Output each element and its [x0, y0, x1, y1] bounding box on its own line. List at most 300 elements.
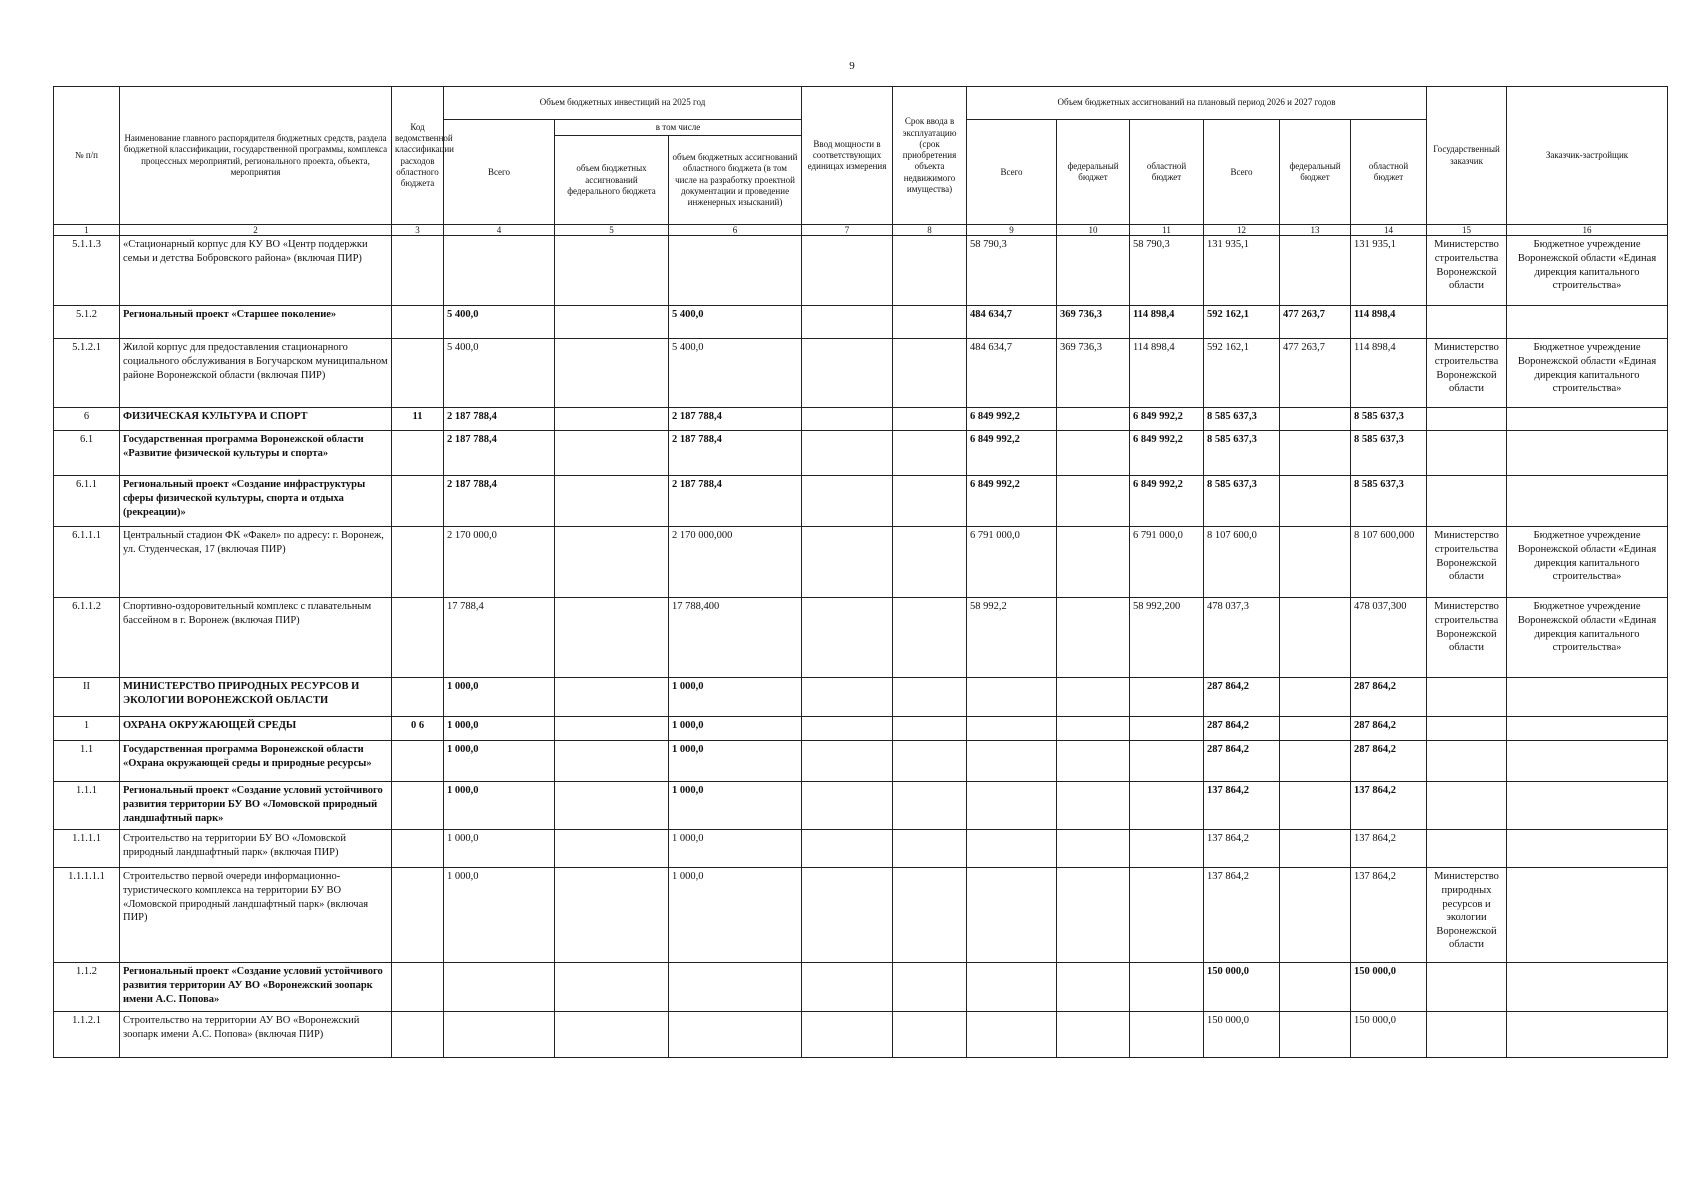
row-fed-2027: [1280, 431, 1351, 476]
row-total-2027: 287 864,2: [1204, 717, 1280, 741]
table-body: [54, 225, 1668, 1058]
column-number: 6: [669, 225, 802, 236]
row-fed-2025: [555, 1012, 669, 1058]
row-capacity: [802, 782, 893, 830]
row-fed-2027: [1280, 408, 1351, 431]
row-developer: Бюджетное учреждение Воронежской области «Единая дирекция капитального строительства»: [1507, 598, 1668, 678]
column-numbers-row: [54, 225, 1668, 236]
row-code: 11: [392, 408, 444, 431]
row-customer: [1427, 1012, 1507, 1058]
header-capacity: Ввод мощности в соответствующих единицах измерения: [802, 87, 893, 225]
row-number: 5.1.2.1: [54, 339, 120, 408]
row-reg-2026: 114 898,4: [1130, 339, 1204, 408]
row-fed-2025: [555, 431, 669, 476]
row-reg-2025: 1 000,0: [669, 830, 802, 868]
row-fed-2027: [1280, 741, 1351, 782]
row-reg-2025: 1 000,0: [669, 868, 802, 963]
row-code: [392, 527, 444, 598]
row-developer: [1507, 678, 1668, 717]
header-reg-2026: областной бюджет: [1130, 120, 1204, 225]
column-number: 13: [1280, 225, 1351, 236]
column-number: 7: [802, 225, 893, 236]
header-fed-2026: федеральный бюджет: [1057, 120, 1130, 225]
row-reg-2025: [669, 1012, 802, 1058]
row-term: [893, 741, 967, 782]
header-code: Код ведомственной классификации расходов областного бюджета: [392, 87, 444, 225]
row-total-2026: [967, 678, 1057, 717]
table-row: [54, 741, 1668, 782]
column-number: 4: [444, 225, 555, 236]
row-fed-2026: [1057, 830, 1130, 868]
row-reg-2026: 6 791 000,0: [1130, 527, 1204, 598]
row-capacity: [802, 830, 893, 868]
row-reg-2025: 5 400,0: [669, 339, 802, 408]
row-total-2026: [967, 963, 1057, 1012]
row-capacity: [802, 741, 893, 782]
row-term: [893, 830, 967, 868]
row-total-2025: [444, 236, 555, 306]
row-reg-2027: 131 935,1: [1351, 236, 1427, 306]
row-reg-2025: [669, 963, 802, 1012]
header-reg-inv: объем бюджетных ассигнований областного бюджета (в том числе на разработку проектной документации и проведение инженерных изысканий): [669, 136, 802, 225]
row-code: [392, 1012, 444, 1058]
row-capacity: [802, 306, 893, 339]
row-fed-2026: [1057, 598, 1130, 678]
row-customer: [1427, 963, 1507, 1012]
row-fed-2026: [1057, 741, 1130, 782]
row-reg-2026: [1130, 1012, 1204, 1058]
header-total: Всего: [444, 120, 555, 225]
header-plan: Объем бюджетных ассигнований на плановый период 2026 и 2027 годов: [967, 87, 1427, 120]
row-developer: [1507, 782, 1668, 830]
row-fed-2026: [1057, 678, 1130, 717]
row-capacity: [802, 431, 893, 476]
row-reg-2027: 8 107 600,000: [1351, 527, 1427, 598]
row-term: [893, 717, 967, 741]
row-total-2025: 1 000,0: [444, 868, 555, 963]
row-name: Государственная программа Воронежской области «Охрана окружающей среды и природные ресурсы»: [120, 741, 392, 782]
table-row: [54, 1012, 1668, 1058]
table-row: [54, 236, 1668, 306]
row-name: Региональный проект «Создание условий устойчивого развития территории АУ ВО «Воронежский зоопарк имени А.С. Попова»: [120, 963, 392, 1012]
row-total-2026: 6 791 000,0: [967, 527, 1057, 598]
table-row: [54, 782, 1668, 830]
row-fed-2026: [1057, 236, 1130, 306]
row-number: 1.1.1: [54, 782, 120, 830]
row-capacity: [802, 339, 893, 408]
row-reg-2027: 114 898,4: [1351, 339, 1427, 408]
row-reg-2025: 1 000,0: [669, 782, 802, 830]
row-customer: [1427, 830, 1507, 868]
row-fed-2026: [1057, 868, 1130, 963]
row-capacity: [802, 598, 893, 678]
row-fed-2025: [555, 408, 669, 431]
header-reg-2027: областной бюджет: [1351, 120, 1427, 225]
header-fed-2027: федеральный бюджет: [1280, 120, 1351, 225]
row-term: [893, 598, 967, 678]
row-code: [392, 868, 444, 963]
row-name: Жилой корпус для предоставления стационарного социального обслуживания в Богучарском муниципальном районе Воронежской области (включая ПИР): [120, 339, 392, 408]
table-row: [54, 868, 1668, 963]
row-reg-2026: 6 849 992,2: [1130, 476, 1204, 527]
row-developer: [1507, 408, 1668, 431]
row-total-2025: 1 000,0: [444, 830, 555, 868]
row-fed-2025: [555, 598, 669, 678]
row-code: [392, 431, 444, 476]
row-developer: [1507, 830, 1668, 868]
row-number: 6.1.1.2: [54, 598, 120, 678]
row-customer: [1427, 431, 1507, 476]
row-reg-2026: [1130, 782, 1204, 830]
row-name: Региональный проект «Старшее поколение»: [120, 306, 392, 339]
row-fed-2027: [1280, 782, 1351, 830]
row-total-2027: 137 864,2: [1204, 868, 1280, 963]
page-number: 9: [849, 60, 855, 72]
column-number: 5: [555, 225, 669, 236]
row-fed-2026: [1057, 782, 1130, 830]
row-fed-2025: [555, 527, 669, 598]
row-total-2025: 1 000,0: [444, 717, 555, 741]
row-total-2026: 58 992,2: [967, 598, 1057, 678]
row-code: 0 6: [392, 717, 444, 741]
row-fed-2026: [1057, 717, 1130, 741]
row-capacity: [802, 527, 893, 598]
header-term: Срок ввода в эксплуатацию (срок приобретения объекта недвижимого имущества): [893, 87, 967, 225]
row-total-2025: 1 000,0: [444, 741, 555, 782]
row-reg-2027: 114 898,4: [1351, 306, 1427, 339]
row-name: Строительство на территории БУ ВО «Ломовской природный ландшафтный парк» (включая ПИР): [120, 830, 392, 868]
column-number: 2: [120, 225, 392, 236]
row-number: 5.1.1.3: [54, 236, 120, 306]
header-num: № п/п: [54, 87, 120, 225]
row-capacity: [802, 1012, 893, 1058]
row-reg-2027: 8 585 637,3: [1351, 431, 1427, 476]
row-total-2025: [444, 963, 555, 1012]
table-row: [54, 339, 1668, 408]
column-number: 8: [893, 225, 967, 236]
row-reg-2027: 8 585 637,3: [1351, 408, 1427, 431]
row-code: [392, 236, 444, 306]
row-customer: [1427, 741, 1507, 782]
row-total-2026: [967, 830, 1057, 868]
row-number: 1.1.2: [54, 963, 120, 1012]
row-code: [392, 306, 444, 339]
row-fed-2027: [1280, 598, 1351, 678]
header-incl: в том числе: [555, 120, 802, 136]
column-number: 15: [1427, 225, 1507, 236]
row-fed-2027: [1280, 678, 1351, 717]
row-number: 6.1: [54, 431, 120, 476]
row-fed-2025: [555, 830, 669, 868]
column-number: 3: [392, 225, 444, 236]
row-reg-2026: 58 790,3: [1130, 236, 1204, 306]
row-total-2025: 5 400,0: [444, 339, 555, 408]
row-fed-2025: [555, 339, 669, 408]
row-reg-2026: 58 992,200: [1130, 598, 1204, 678]
row-number: 1.1.1.1: [54, 830, 120, 868]
row-reg-2025: 1 000,0: [669, 717, 802, 741]
row-code: [392, 741, 444, 782]
row-total-2025: 2 187 788,4: [444, 476, 555, 527]
row-term: [893, 431, 967, 476]
row-name: «Стационарный корпус для КУ ВО «Центр поддержки семьи и детства Бобровского района» (включая ПИР): [120, 236, 392, 306]
row-total-2026: 58 790,3: [967, 236, 1057, 306]
row-number: 1.1.2.1: [54, 1012, 120, 1058]
row-total-2027: 150 000,0: [1204, 1012, 1280, 1058]
row-term: [893, 782, 967, 830]
row-developer: [1507, 306, 1668, 339]
row-customer: Министерство строительства Воронежской области: [1427, 236, 1507, 306]
row-capacity: [802, 236, 893, 306]
row-reg-2025: 5 400,0: [669, 306, 802, 339]
column-number: 11: [1130, 225, 1204, 236]
row-name: ФИЗИЧЕСКАЯ КУЛЬТУРА И СПОРТ: [120, 408, 392, 431]
row-customer: [1427, 476, 1507, 527]
column-number: 16: [1507, 225, 1668, 236]
row-reg-2026: [1130, 741, 1204, 782]
row-total-2026: 6 849 992,2: [967, 408, 1057, 431]
row-reg-2025: 1 000,0: [669, 678, 802, 717]
row-name: Региональный проект «Создание условий устойчивого развития территории БУ ВО «Ломовской природный ландшафтный парк»: [120, 782, 392, 830]
row-fed-2026: 369 736,3: [1057, 339, 1130, 408]
row-capacity: [802, 678, 893, 717]
row-total-2025: 5 400,0: [444, 306, 555, 339]
table-row: [54, 830, 1668, 868]
row-total-2026: 484 634,7: [967, 339, 1057, 408]
row-fed-2025: [555, 868, 669, 963]
row-fed-2025: [555, 741, 669, 782]
row-fed-2027: [1280, 868, 1351, 963]
row-reg-2027: 137 864,2: [1351, 782, 1427, 830]
row-number: 5.1.2: [54, 306, 120, 339]
column-number: 14: [1351, 225, 1427, 236]
row-developer: [1507, 476, 1668, 527]
row-name: ОХРАНА ОКРУЖАЮЩЕЙ СРЕДЫ: [120, 717, 392, 741]
row-fed-2027: [1280, 476, 1351, 527]
row-name: Центральный стадион ФК «Факел» по адресу: г. Воронеж, ул. Студенческая, 17 (включая ПИР): [120, 527, 392, 598]
row-code: [392, 830, 444, 868]
row-developer: Бюджетное учреждение Воронежской области «Единая дирекция капитального строительства»: [1507, 236, 1668, 306]
row-term: [893, 306, 967, 339]
row-total-2026: [967, 741, 1057, 782]
row-total-2027: 131 935,1: [1204, 236, 1280, 306]
row-fed-2025: [555, 782, 669, 830]
row-reg-2026: 114 898,4: [1130, 306, 1204, 339]
row-number: 1.1.1.1.1: [54, 868, 120, 963]
row-reg-2027: 137 864,2: [1351, 830, 1427, 868]
row-developer: [1507, 868, 1668, 963]
header-name: Наименование главного распорядителя бюджетных средств, раздела бюджетной классификации, государственной программы, комплекса процессных мероприятий, регионального проекта, объекта, мероприятия: [120, 87, 392, 225]
row-name: МИНИСТЕРСТВО ПРИРОДНЫХ РЕСУРСОВ И ЭКОЛОГИИ ВОРОНЕЖСКОЙ ОБЛАСТИ: [120, 678, 392, 717]
row-term: [893, 339, 967, 408]
row-total-2027: 8 585 637,3: [1204, 476, 1280, 527]
row-name: Спортивно-оздоровительный комплекс с плавательным бассейном в г. Воронеж (включая ПИР): [120, 598, 392, 678]
row-name: Региональный проект «Создание инфраструктуры сферы физической культуры, спорта и отдыха (рекреации)»: [120, 476, 392, 527]
row-customer: Министерство природных ресурсов и экологии Воронежской области: [1427, 868, 1507, 963]
table-row: [54, 678, 1668, 717]
row-fed-2027: [1280, 830, 1351, 868]
row-total-2027: 478 037,3: [1204, 598, 1280, 678]
row-fed-2027: [1280, 1012, 1351, 1058]
row-fed-2027: 477 263,7: [1280, 306, 1351, 339]
row-developer: [1507, 431, 1668, 476]
row-capacity: [802, 963, 893, 1012]
row-reg-2027: 287 864,2: [1351, 717, 1427, 741]
row-capacity: [802, 476, 893, 527]
row-customer: [1427, 717, 1507, 741]
row-term: [893, 1012, 967, 1058]
row-customer: Министерство строительства Воронежской области: [1427, 527, 1507, 598]
row-total-2025: 2 170 000,0: [444, 527, 555, 598]
row-term: [893, 963, 967, 1012]
table-row: [54, 431, 1668, 476]
row-total-2027: 8 107 600,0: [1204, 527, 1280, 598]
row-term: [893, 408, 967, 431]
header-total-2027: Всего: [1204, 120, 1280, 225]
header-inv2025: Объем бюджетных инвестиций на 2025 год: [444, 87, 802, 120]
row-capacity: [802, 408, 893, 431]
row-fed-2025: [555, 306, 669, 339]
row-reg-2025: 1 000,0: [669, 741, 802, 782]
row-capacity: [802, 717, 893, 741]
row-reg-2025: 2 187 788,4: [669, 476, 802, 527]
row-fed-2026: 369 736,3: [1057, 306, 1130, 339]
row-total-2027: 150 000,0: [1204, 963, 1280, 1012]
row-developer: [1507, 741, 1668, 782]
row-reg-2027: 8 585 637,3: [1351, 476, 1427, 527]
row-total-2026: [967, 868, 1057, 963]
column-number: 10: [1057, 225, 1130, 236]
row-reg-2025: 2 187 788,4: [669, 408, 802, 431]
row-code: [392, 678, 444, 717]
row-fed-2027: 477 263,7: [1280, 339, 1351, 408]
table-row: [54, 717, 1668, 741]
row-fed-2026: [1057, 963, 1130, 1012]
row-fed-2025: [555, 476, 669, 527]
table-row: [54, 598, 1668, 678]
row-reg-2027: 287 864,2: [1351, 678, 1427, 717]
header-developer: Заказчик-застройщик: [1507, 87, 1668, 225]
row-fed-2026: [1057, 476, 1130, 527]
row-fed-2025: [555, 236, 669, 306]
investment-table: [53, 86, 1668, 1058]
row-total-2027: 137 864,2: [1204, 830, 1280, 868]
row-name: Строительство первой очереди информационно-туристического комплекса на территории БУ ВО «Ломовской природный ландшафтный парк» (включая ПИР): [120, 868, 392, 963]
row-reg-2026: [1130, 868, 1204, 963]
row-reg-2027: 150 000,0: [1351, 1012, 1427, 1058]
row-fed-2025: [555, 717, 669, 741]
column-number: 1: [54, 225, 120, 236]
row-name: Государственная программа Воронежской области «Развитие физической культуры и спорта»: [120, 431, 392, 476]
header-customer: Государственный заказчик: [1427, 87, 1507, 225]
row-number: 6.1.1: [54, 476, 120, 527]
row-reg-2027: 150 000,0: [1351, 963, 1427, 1012]
row-reg-2026: [1130, 678, 1204, 717]
row-developer: [1507, 1012, 1668, 1058]
row-number: 6: [54, 408, 120, 431]
row-number: II: [54, 678, 120, 717]
row-reg-2027: 137 864,2: [1351, 868, 1427, 963]
row-fed-2027: [1280, 963, 1351, 1012]
table-row: [54, 408, 1668, 431]
row-fed-2027: [1280, 717, 1351, 741]
row-customer: Министерство строительства Воронежской области: [1427, 339, 1507, 408]
row-customer: Министерство строительства Воронежской области: [1427, 598, 1507, 678]
row-reg-2025: 2 170 000,000: [669, 527, 802, 598]
row-term: [893, 476, 967, 527]
table-row: [54, 527, 1668, 598]
row-number: 1.1: [54, 741, 120, 782]
row-developer: Бюджетное учреждение Воронежской области «Единая дирекция капитального строительства»: [1507, 527, 1668, 598]
row-total-2026: [967, 1012, 1057, 1058]
row-reg-2026: 6 849 992,2: [1130, 431, 1204, 476]
column-number: 12: [1204, 225, 1280, 236]
row-term: [893, 868, 967, 963]
row-code: [392, 339, 444, 408]
row-reg-2026: [1130, 830, 1204, 868]
row-customer: [1427, 408, 1507, 431]
row-customer: [1427, 678, 1507, 717]
row-developer: [1507, 963, 1668, 1012]
row-total-2026: 484 634,7: [967, 306, 1057, 339]
row-total-2026: [967, 782, 1057, 830]
row-term: [893, 678, 967, 717]
row-fed-2027: [1280, 527, 1351, 598]
row-fed-2025: [555, 678, 669, 717]
row-total-2027: 592 162,1: [1204, 306, 1280, 339]
row-customer: [1427, 782, 1507, 830]
row-total-2025: 2 187 788,4: [444, 431, 555, 476]
row-customer: [1427, 306, 1507, 339]
row-reg-2026: [1130, 963, 1204, 1012]
row-total-2026: 6 849 992,2: [967, 476, 1057, 527]
row-reg-2025: 2 187 788,4: [669, 431, 802, 476]
row-fed-2026: [1057, 408, 1130, 431]
row-capacity: [802, 868, 893, 963]
row-total-2025: [444, 1012, 555, 1058]
row-reg-2027: 287 864,2: [1351, 741, 1427, 782]
table-row: [54, 476, 1668, 527]
row-fed-2026: [1057, 431, 1130, 476]
column-number: 9: [967, 225, 1057, 236]
row-name: Строительство на территории АУ ВО «Воронежский зоопарк имени А.С. Попова» (включая ПИР): [120, 1012, 392, 1058]
row-reg-2027: 478 037,300: [1351, 598, 1427, 678]
row-total-2027: 8 585 637,3: [1204, 408, 1280, 431]
row-total-2027: 8 585 637,3: [1204, 431, 1280, 476]
header-fed-inv: объем бюджетных ассигнований федерального бюджета: [555, 136, 669, 225]
header-total-2026: Всего: [967, 120, 1057, 225]
row-fed-2026: [1057, 1012, 1130, 1058]
row-total-2025: 1 000,0: [444, 678, 555, 717]
row-fed-2026: [1057, 527, 1130, 598]
row-term: [893, 236, 967, 306]
row-total-2026: [967, 717, 1057, 741]
row-total-2026: 6 849 992,2: [967, 431, 1057, 476]
row-code: [392, 782, 444, 830]
row-code: [392, 963, 444, 1012]
row-total-2025: 2 187 788,4: [444, 408, 555, 431]
row-total-2027: 287 864,2: [1204, 678, 1280, 717]
row-total-2025: 1 000,0: [444, 782, 555, 830]
row-number: 1: [54, 717, 120, 741]
row-total-2027: 592 162,1: [1204, 339, 1280, 408]
row-total-2027: 137 864,2: [1204, 782, 1280, 830]
row-reg-2026: 6 849 992,2: [1130, 408, 1204, 431]
row-code: [392, 476, 444, 527]
row-developer: [1507, 717, 1668, 741]
row-reg-2025: 17 788,400: [669, 598, 802, 678]
row-code: [392, 598, 444, 678]
